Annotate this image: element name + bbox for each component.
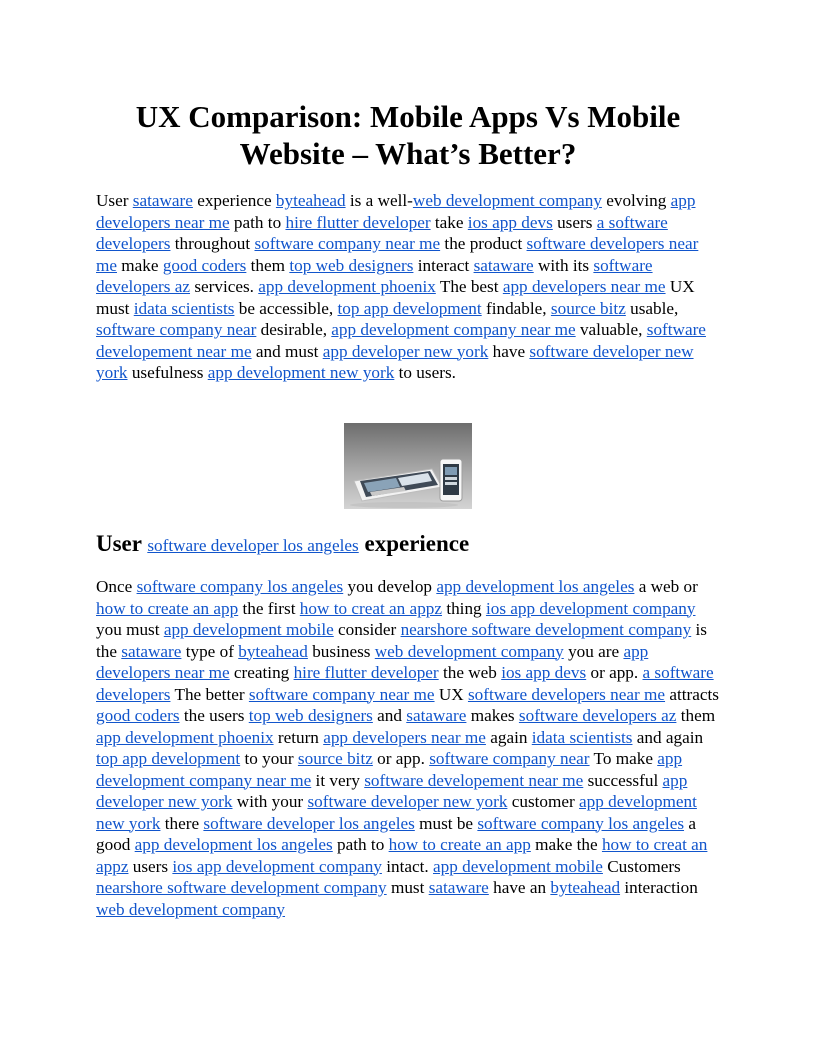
- body-text: must be: [414, 813, 478, 833]
- body-text: the product: [440, 234, 527, 253]
- inline-link[interactable]: app developer new york: [322, 341, 489, 361]
- body-paragraph: [96, 576, 720, 920]
- body-text: take: [430, 212, 468, 232]
- body-text: services.: [190, 277, 259, 296]
- body-text: interact: [413, 255, 474, 275]
- inline-link[interactable]: software developement near me: [96, 320, 706, 361]
- inline-link[interactable]: top app development: [96, 749, 241, 768]
- body-text: usable,: [625, 298, 679, 318]
- inline-link[interactable]: nearshore software development company: [400, 620, 692, 639]
- body-text: a web or: [634, 577, 698, 596]
- inline-link[interactable]: sataware: [132, 191, 193, 210]
- body-text: you develop: [343, 577, 437, 596]
- body-text: To make: [589, 749, 658, 768]
- body-text: is the: [96, 620, 707, 661]
- body-text: Once: [96, 577, 137, 596]
- inline-link[interactable]: software company near: [96, 320, 257, 339]
- section-heading-link[interactable]: software developer los angeles: [147, 536, 359, 555]
- body-text: to users.: [394, 363, 456, 382]
- body-text: have an: [488, 878, 551, 897]
- body-text: attracts: [665, 684, 719, 704]
- body-text: or app.: [586, 663, 643, 682]
- inline-link[interactable]: app development phoenix: [258, 277, 436, 296]
- inline-link[interactable]: app developers near me: [96, 191, 696, 232]
- body-text: again: [485, 727, 532, 747]
- body-text: to your: [240, 749, 298, 768]
- body-text: consider: [333, 620, 401, 639]
- inline-link[interactable]: idata scientists: [531, 727, 633, 747]
- inline-link[interactable]: software developement near me: [364, 770, 584, 790]
- body-text: or app.: [372, 749, 430, 768]
- inline-link[interactable]: software company near me: [248, 684, 435, 704]
- body-text: desirable,: [256, 320, 332, 339]
- inline-link[interactable]: sataware: [406, 706, 467, 725]
- intro-paragraph: [96, 190, 720, 384]
- body-text: and: [372, 706, 407, 725]
- inline-link[interactable]: web development company: [96, 899, 286, 919]
- body-text: is a well-: [345, 191, 413, 210]
- inline-link[interactable]: software company los angeles: [477, 813, 685, 833]
- devices-photo: [344, 423, 472, 509]
- inline-link[interactable]: software developers az: [96, 255, 653, 296]
- inline-link[interactable]: software developers near me: [96, 234, 699, 275]
- inline-link[interactable]: software developer new york: [96, 341, 694, 382]
- inline-link[interactable]: web development company: [374, 641, 564, 661]
- body-text: and must: [251, 341, 323, 361]
- body-text: The better: [170, 684, 249, 704]
- page-title: UX Comparison: Mobile Apps Vs Mobile Website – What’s Better?: [135, 99, 681, 171]
- inline-link[interactable]: how to create an app: [96, 598, 239, 618]
- body-text: experience: [192, 191, 276, 210]
- inline-link[interactable]: software company los angeles: [136, 577, 344, 596]
- inline-link[interactable]: app development phoenix: [96, 727, 274, 747]
- inline-link[interactable]: app development new york: [207, 363, 395, 382]
- body-text: usefulness: [127, 363, 208, 382]
- body-text: customer: [507, 792, 580, 811]
- body-text: successful: [583, 770, 663, 790]
- inline-link[interactable]: hire flutter developer: [285, 212, 431, 232]
- section-heading: [96, 530, 720, 560]
- inline-link[interactable]: software company near me: [254, 234, 441, 253]
- body-text: Customers: [602, 856, 681, 876]
- body-text: path to: [229, 212, 286, 232]
- body-text: users: [552, 212, 597, 232]
- body-text: the web: [438, 663, 502, 682]
- body-text: make the: [530, 835, 602, 854]
- inline-link[interactable]: app developers near me: [323, 727, 486, 747]
- body-text: with your: [232, 792, 308, 811]
- inline-link[interactable]: ios app devs: [467, 212, 553, 232]
- inline-link[interactable]: source bitz: [297, 749, 373, 768]
- inline-link[interactable]: good coders: [162, 255, 247, 275]
- inline-link[interactable]: app development mobile: [163, 620, 334, 639]
- body-text: you must: [96, 620, 164, 639]
- inline-link[interactable]: ios app development company: [485, 598, 696, 618]
- inline-link[interactable]: sataware: [473, 255, 534, 275]
- inline-link[interactable]: software developer los angeles: [203, 813, 415, 833]
- inline-link[interactable]: idata scientists: [133, 298, 235, 318]
- body-text: UX must: [96, 277, 695, 318]
- inline-link[interactable]: byteahead: [238, 641, 308, 661]
- inline-link[interactable]: sataware: [428, 878, 489, 897]
- inline-link[interactable]: software developers az: [518, 706, 677, 725]
- inline-link[interactable]: top app development: [337, 298, 482, 318]
- inline-link[interactable]: app development new york: [96, 792, 697, 833]
- body-text: findable,: [481, 298, 551, 318]
- body-text: interaction: [620, 878, 698, 897]
- body-text: the first: [238, 598, 300, 618]
- inline-link[interactable]: app development mobile: [433, 856, 603, 876]
- body-text: it very: [311, 770, 365, 790]
- inline-link[interactable]: source bitz: [550, 298, 626, 318]
- inline-link[interactable]: a software developers: [96, 663, 714, 704]
- body-text: User: [96, 191, 133, 210]
- inline-link[interactable]: software developers near me: [467, 684, 666, 704]
- body-text: have: [488, 341, 530, 361]
- inline-link[interactable]: byteahead: [550, 878, 621, 897]
- body-text: there: [160, 813, 204, 833]
- body-text: a good: [96, 813, 696, 854]
- inline-link[interactable]: app development company near me: [331, 320, 576, 339]
- inline-link[interactable]: app development company near me: [96, 749, 683, 790]
- body-text: The best: [435, 277, 503, 296]
- inline-link[interactable]: software company near: [429, 749, 590, 768]
- tablet-and-phone-photo-icon: [344, 423, 472, 509]
- body-text: UX: [434, 684, 468, 704]
- body-text: type of: [181, 641, 239, 661]
- inline-link[interactable]: web development company: [412, 191, 602, 210]
- inline-link[interactable]: ios app devs: [501, 663, 587, 682]
- body-text: them: [676, 706, 716, 725]
- section-heading-before: User: [96, 531, 148, 556]
- inline-link[interactable]: how to create an app: [388, 835, 531, 854]
- body-text: the users: [179, 706, 249, 725]
- body-text: with its: [533, 255, 594, 275]
- body-text: intact.: [381, 856, 433, 876]
- inline-link[interactable]: nearshore software development company: [96, 878, 387, 897]
- inline-link[interactable]: a software developers: [96, 212, 668, 253]
- inline-link[interactable]: app developers near me: [96, 641, 649, 682]
- inline-link[interactable]: ios app development company: [172, 856, 382, 876]
- inline-link[interactable]: app development los angeles: [134, 835, 333, 854]
- body-text: be accessible,: [234, 298, 338, 318]
- inline-link[interactable]: top web designers: [289, 255, 414, 275]
- body-text: evolving: [601, 191, 671, 210]
- body-text: return: [273, 727, 324, 747]
- inline-link[interactable]: sataware: [121, 641, 182, 661]
- body-text: business: [307, 641, 375, 661]
- inline-link[interactable]: app development los angeles: [436, 577, 635, 596]
- body-text: thing: [442, 598, 486, 618]
- inline-link[interactable]: app developers near me: [502, 277, 666, 296]
- body-text: make: [117, 255, 163, 275]
- body-text: creating: [229, 663, 294, 682]
- inline-link[interactable]: software developer new york: [307, 792, 508, 811]
- body-text: them: [246, 255, 290, 275]
- section-heading-after: experience: [358, 531, 470, 556]
- inline-link[interactable]: app developer new york: [96, 770, 688, 811]
- body-text: users: [128, 856, 173, 876]
- inline-link[interactable]: how to creat an appz: [96, 835, 708, 876]
- inline-link[interactable]: good coders: [96, 706, 180, 725]
- body-text: throughout: [170, 234, 255, 253]
- body-text: path to: [332, 835, 389, 854]
- body-text: must: [386, 878, 429, 897]
- body-text: and again: [632, 727, 704, 747]
- inline-link[interactable]: top web designers: [248, 706, 373, 725]
- body-text: valuable,: [575, 320, 647, 339]
- inline-link[interactable]: hire flutter developer: [293, 663, 439, 682]
- inline-link[interactable]: byteahead: [275, 191, 346, 210]
- body-text: you are: [563, 641, 624, 661]
- body-text: makes: [466, 706, 519, 725]
- inline-link[interactable]: how to creat an appz: [299, 598, 443, 618]
